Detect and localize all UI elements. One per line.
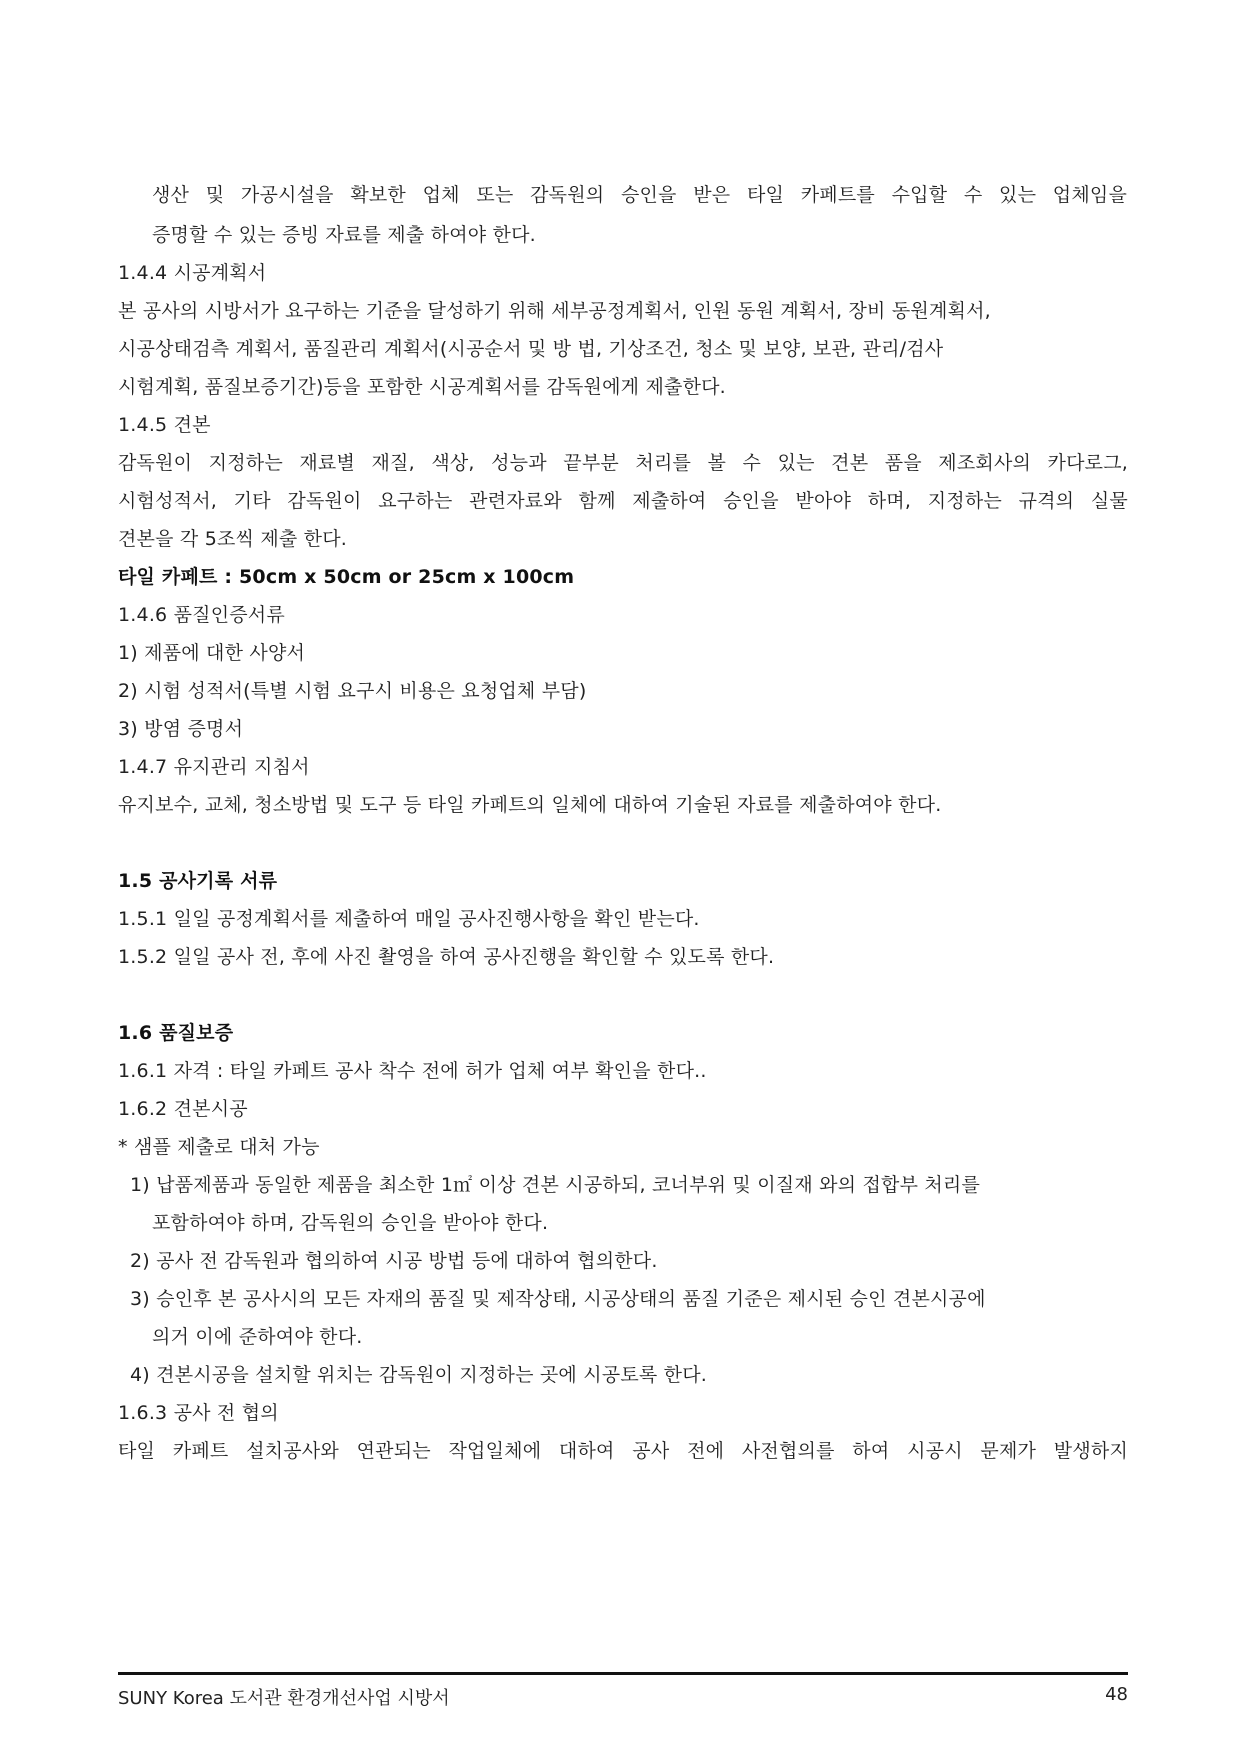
section-heading-1-5: 1.5 공사기록 서류 — [118, 870, 278, 892]
list-item: 2) 공사 전 감독원과 협의하여 시공 방법 등에 대하여 협의한다. — [130, 1250, 658, 1272]
paragraph-line: 유지보수, 교체, 청소방법 및 도구 등 타일 카페트의 일체에 대하여 기술된 자료를 제출하여야 한다. — [118, 794, 942, 816]
section-heading-1-4-6: 1.4.6 품질인증서류 — [118, 604, 285, 626]
list-item: 2) 시험 성적서(특별 시험 요구시 비용은 요청업체 부담) — [118, 680, 587, 702]
footer-document-title: SUNY Korea 도서관 환경개선사업 시방서 — [118, 1688, 450, 1709]
section-heading-1-4-5: 1.4.5 견본 — [118, 414, 211, 436]
section-heading-1-6-3: 1.6.3 공사 전 협의 — [118, 1402, 279, 1424]
list-item: * 샘플 제출로 대처 가능 — [118, 1136, 320, 1158]
section-heading-1-6-2: 1.6.2 견본시공 — [118, 1098, 248, 1120]
page-number: 48 — [1105, 1684, 1128, 1705]
tile-carpet-size: 타일 카페트 : 50cm x 50cm or 25cm x 100cm — [118, 566, 575, 588]
list-item: 3) 승인후 본 공사시의 모든 자재의 품질 및 제작상태, 시공상태의 품질 기준은 제시된 승인 견본시공에 — [130, 1288, 986, 1310]
list-item: 1) 제품에 대한 사양서 — [118, 642, 306, 664]
paragraph-line: 시험계획, 품질보증기간)등을 포함한 시공계획서를 감독원에게 제출한다. — [118, 376, 726, 398]
list-item-continuation: 포함하여야 하며, 감독원의 승인을 받아야 한다. — [152, 1212, 549, 1234]
footer-divider — [118, 1672, 1128, 1675]
list-item: 3) 방염 증명서 — [118, 718, 244, 740]
paragraph-line: 본 공사의 시방서가 요구하는 기준을 달성하기 위해 세부공정계획서, 인원 동원 계획서, 장비 동원계획서, — [118, 300, 991, 322]
paragraph-line: 시험성적서, 기타 감독원이 요구하는 관련자료와 함께 제출하여 승인을 받아야 하며, 지정하는 규격의 실물 — [118, 490, 1128, 512]
paragraph-line: 1.5.1 일일 공정계획서를 제출하여 매일 공사진행사항을 확인 받는다. — [118, 908, 700, 930]
paragraph-line: 시공상태검측 계획서, 품질관리 계획서(시공순서 및 방 법, 기상조건, 청소 및 보양, 보관, 관리/검사 — [118, 338, 944, 360]
section-heading-1-6: 1.6 품질보증 — [118, 1022, 234, 1044]
list-item: 1) 납품제품과 동일한 제품을 최소한 1㎡ 이상 견본 시공하되, 코너부위 및 이질재 와의 접합부 처리를 — [130, 1174, 981, 1196]
paragraph-line: 생산 및 가공시설을 확보한 업체 또는 감독원의 승인을 받은 타일 카페트를 수입할 수 있는 업체임을 — [152, 184, 1127, 206]
paragraph-line: 타일 카페트 설치공사와 연관되는 작업일체에 대하여 공사 전에 사전협의를 하여 시공시 문제가 발생하지 — [118, 1440, 1128, 1462]
paragraph-line: 견본을 각 5조씩 제출 한다. — [118, 528, 348, 550]
paragraph-line: 감독원이 지정하는 재료별 재질, 색상, 성능과 끝부분 처리를 볼 수 있는 견본 품을 제조회사의 카다로그, — [118, 452, 1128, 474]
paragraph-line: 증명할 수 있는 증빙 자료를 제출 하여야 한다. — [152, 224, 536, 246]
section-heading-1-4-7: 1.4.7 유지관리 지침서 — [118, 756, 310, 778]
paragraph-line: 1.6.1 자격 : 타일 카페트 공사 착수 전에 허가 업체 여부 확인을 한다.. — [118, 1060, 707, 1082]
paragraph-line: 1.5.2 일일 공사 전, 후에 사진 촬영을 하여 공사진행을 확인할 수 있도록 한다. — [118, 946, 775, 968]
list-item-continuation: 의거 이에 준하여야 한다. — [152, 1326, 363, 1348]
list-item: 4) 견본시공을 설치할 위치는 감독원이 지정하는 곳에 시공토록 한다. — [130, 1364, 708, 1386]
section-heading-1-4-4: 1.4.4 시공계획서 — [118, 262, 267, 284]
